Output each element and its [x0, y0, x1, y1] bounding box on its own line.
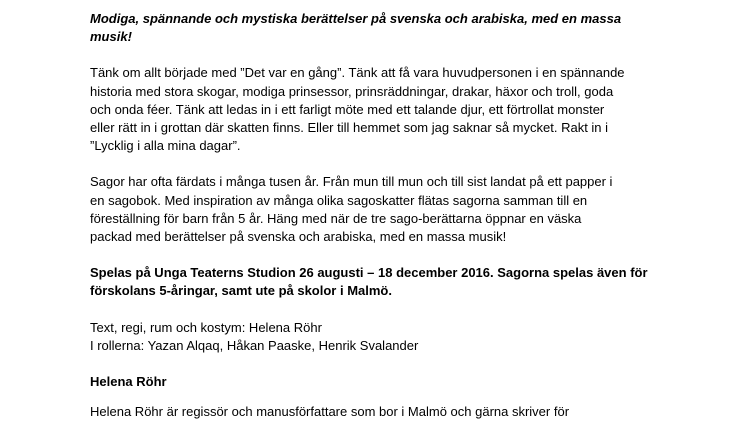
intro-tagline: [90, 10, 650, 46]
text-line: och onda féer. Tänk att ledas in i ett farligt möte med ett talande djur, ett förtrollat monster: [90, 101, 605, 117]
text-line: Sagor har ofta färdats i många tusen år. Från mun till mun och till sist landat på ett papper i: [90, 174, 613, 190]
credits-paragraph: [90, 319, 650, 355]
intro-line: Modiga, spännande och mystiska berättelser på svenska och arabiska, med en massa: [90, 11, 622, 26]
document-page: [90, 10, 650, 419]
text-line: ”Lycklig i alla mina dagar”.: [90, 138, 241, 154]
text-line: förskolans 5-åringar, samt ute på skolor i Malmö.: [90, 283, 392, 299]
story-paragraph: [90, 64, 650, 155]
text-line: Spelas på Unga Teaterns Studion 26 augusti – 18 december 2016. Sagorna spelas även för: [90, 265, 648, 281]
schedule-paragraph: [90, 264, 650, 300]
bio-partial-line: Helena Röhr är regissör och manusförfattare som bor i Malmö och gärna skriver för: [90, 404, 570, 419]
credits-line: Text, regi, rum och kostym: Helena Röhr: [90, 319, 322, 335]
credits-line: I rollerna: Yazan Alqaq, Håkan Paaske, Henrik Svalander: [90, 337, 419, 353]
text-line: en sagobok. Med inspiration av många olika sagoskatter flätas sagorna samman till en: [90, 192, 588, 208]
description-paragraph: [90, 173, 650, 246]
text-line: historia med stora skogar, modiga prinsessor, prinsräddningar, drakar, häxor och troll, goda: [90, 83, 614, 99]
text-line: Tänk om allt började med ”Det var en gång”. Tänk att få vara huvudpersonen i en spännande: [90, 65, 625, 81]
text-line: eller rätt in i grottan där skatten finns. Eller till hemmet som jag saknar så mycket. Rakt in i: [90, 120, 609, 136]
text-line: föreställning för barn från 5 år. Häng med när de tre sago-berättarna öppnar en väska: [90, 210, 582, 226]
bio-heading: Helena Röhr: [90, 374, 167, 390]
intro-line: musik!: [90, 29, 132, 45]
text-line: packad med berättelser på svenska och arabiska, med en massa musik!: [90, 229, 507, 245]
